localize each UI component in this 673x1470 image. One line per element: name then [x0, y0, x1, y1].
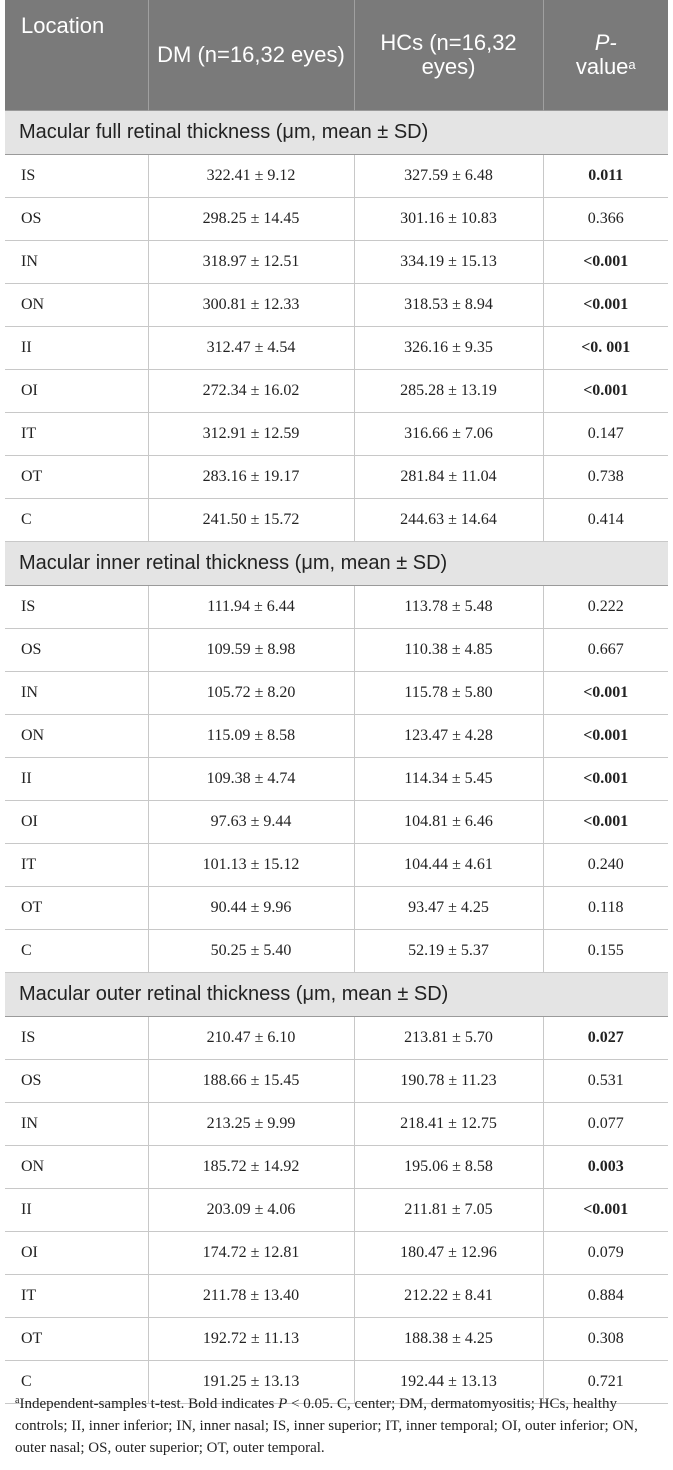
cell-hc-value: 195.06 ± 8.58 — [354, 1146, 543, 1189]
header-pvalue-rest: value — [575, 54, 629, 79]
cell-p-value: 0.531 — [543, 1060, 668, 1103]
cell-hc-value: 212.22 ± 8.41 — [354, 1275, 543, 1318]
section-header-row — [5, 973, 668, 1017]
retinal-thickness-table — [5, 0, 668, 1404]
table-container — [5, 0, 668, 1404]
table-row — [5, 284, 668, 327]
table-row — [5, 715, 668, 758]
cell-p-value: <0.001 — [543, 284, 668, 327]
footnote-text-1: Independent-samples t-test. Bold indicates — [19, 1396, 279, 1412]
cell-hc-value: 180.47 ± 12.96 — [354, 1232, 543, 1275]
cell-dm-value: 312.47 ± 4.54 — [148, 327, 354, 370]
cell-hc-value: 334.19 ± 15.13 — [354, 241, 543, 284]
cell-dm-value: 101.13 ± 15.12 — [148, 844, 354, 887]
cell-dm-value: 312.91 ± 12.59 — [148, 413, 354, 456]
cell-dm-value: 185.72 ± 14.92 — [148, 1146, 354, 1189]
table-header-row — [5, 0, 668, 111]
cell-p-value: 0.118 — [543, 887, 668, 930]
cell-p-value: 0.079 — [543, 1232, 668, 1275]
cell-location: OS — [5, 198, 148, 241]
cell-hc-value: 104.44 ± 4.61 — [354, 844, 543, 887]
cell-hc-value: 123.47 ± 4.28 — [354, 715, 543, 758]
table-row — [5, 1189, 668, 1232]
cell-hc-value: 211.81 ± 7.05 — [354, 1189, 543, 1232]
cell-location: IT — [5, 413, 148, 456]
cell-dm-value: 210.47 ± 6.10 — [148, 1017, 354, 1060]
table-row — [5, 1103, 668, 1146]
cell-hc-value: 52.19 ± 5.37 — [354, 930, 543, 973]
cell-dm-value: 111.94 ± 6.44 — [148, 586, 354, 629]
cell-dm-value: 298.25 ± 14.45 — [148, 198, 354, 241]
table-row — [5, 672, 668, 715]
cell-p-value: <0.001 — [543, 758, 668, 801]
table-row — [5, 758, 668, 801]
cell-hc-value: 113.78 ± 5.48 — [354, 586, 543, 629]
cell-location: OT — [5, 1318, 148, 1361]
table-row — [5, 456, 668, 499]
table-row — [5, 629, 668, 672]
cell-location: ON — [5, 715, 148, 758]
cell-hc-value: 326.16 ± 9.35 — [354, 327, 543, 370]
cell-location: OI — [5, 370, 148, 413]
section-header-row — [5, 542, 668, 586]
cell-p-value: 0.308 — [543, 1318, 668, 1361]
cell-location: IN — [5, 1103, 148, 1146]
cell-dm-value: 105.72 ± 8.20 — [148, 672, 354, 715]
cell-p-value: 0.155 — [543, 930, 668, 973]
cell-dm-value: 213.25 ± 9.99 — [148, 1103, 354, 1146]
cell-hc-value: 327.59 ± 6.48 — [354, 155, 543, 198]
cell-dm-value: 211.78 ± 13.40 — [148, 1275, 354, 1318]
cell-p-value: 0.884 — [543, 1275, 668, 1318]
table-row — [5, 930, 668, 973]
cell-dm-value: 241.50 ± 15.72 — [148, 499, 354, 542]
cell-location: IT — [5, 1275, 148, 1318]
cell-location: II — [5, 327, 148, 370]
cell-location: OS — [5, 629, 148, 672]
cell-hc-value: 115.78 ± 5.80 — [354, 672, 543, 715]
cell-p-value: 0.667 — [543, 629, 668, 672]
footnote-text-2: < 0.05. C, center; DM, dermatomyositis; HCs, healthy controls; II, inner inferior; IN, inner nasal; IS, inner superior; IT, inner temporal; OI, outer inferior; ON, outer nasal; OS, outer superior; OT, outer temporal. — [15, 1396, 638, 1456]
cell-dm-value: 191.25 ± 13.13 — [148, 1361, 354, 1404]
table-row — [5, 1146, 668, 1189]
header-pvalue-italic: P- — [594, 30, 617, 55]
cell-hc-value: 188.38 ± 4.25 — [354, 1318, 543, 1361]
cell-dm-value: 318.97 ± 12.51 — [148, 241, 354, 284]
cell-location: OT — [5, 456, 148, 499]
cell-p-value: 0.414 — [543, 499, 668, 542]
cell-p-value: 0.240 — [543, 844, 668, 887]
cell-p-value: <0.001 — [543, 672, 668, 715]
cell-p-value: <0.001 — [543, 241, 668, 284]
cell-dm-value: 115.09 ± 8.58 — [148, 715, 354, 758]
table-row — [5, 241, 668, 284]
cell-dm-value: 322.41 ± 9.12 — [148, 155, 354, 198]
cell-location: C — [5, 1361, 148, 1404]
cell-dm-value: 90.44 ± 9.96 — [148, 887, 354, 930]
cell-location: OI — [5, 801, 148, 844]
table-row — [5, 155, 668, 198]
cell-location: C — [5, 499, 148, 542]
cell-location: ON — [5, 284, 148, 327]
table-row — [5, 198, 668, 241]
header-hcs: HCs (n=16,32 eyes) — [354, 0, 543, 111]
cell-dm-value: 272.34 ± 16.02 — [148, 370, 354, 413]
header-pvalue-sup: a — [628, 57, 636, 72]
cell-dm-value: 283.16 ± 19.17 — [148, 456, 354, 499]
cell-p-value: 0.077 — [543, 1103, 668, 1146]
cell-location: II — [5, 758, 148, 801]
table-row — [5, 1232, 668, 1275]
cell-location: II — [5, 1189, 148, 1232]
cell-p-value: <0. 001 — [543, 327, 668, 370]
table-row — [5, 586, 668, 629]
header-pvalue — [543, 0, 668, 111]
table-row — [5, 1318, 668, 1361]
cell-hc-value: 192.44 ± 13.13 — [354, 1361, 543, 1404]
table-row — [5, 370, 668, 413]
cell-location: IN — [5, 672, 148, 715]
table-row — [5, 413, 668, 456]
cell-hc-value: 213.81 ± 5.70 — [354, 1017, 543, 1060]
table-row — [5, 1060, 668, 1103]
cell-location: OS — [5, 1060, 148, 1103]
cell-p-value: 0.366 — [543, 198, 668, 241]
cell-p-value: 0.027 — [543, 1017, 668, 1060]
cell-dm-value: 109.38 ± 4.74 — [148, 758, 354, 801]
cell-dm-value: 203.09 ± 4.06 — [148, 1189, 354, 1232]
footnote-marker: a — [15, 1395, 20, 1406]
cell-dm-value: 174.72 ± 12.81 — [148, 1232, 354, 1275]
header-dm: DM (n=16,32 eyes) — [148, 0, 354, 111]
cell-location: ON — [5, 1146, 148, 1189]
cell-location: IS — [5, 155, 148, 198]
table-row — [5, 1017, 668, 1060]
cell-p-value: <0.001 — [543, 715, 668, 758]
cell-location: OT — [5, 887, 148, 930]
cell-p-value: 0.721 — [543, 1361, 668, 1404]
cell-hc-value: 110.38 ± 4.85 — [354, 629, 543, 672]
cell-hc-value: 114.34 ± 5.45 — [354, 758, 543, 801]
cell-hc-value: 190.78 ± 11.23 — [354, 1060, 543, 1103]
table-row — [5, 801, 668, 844]
cell-hc-value: 316.66 ± 7.06 — [354, 413, 543, 456]
cell-location: OI — [5, 1232, 148, 1275]
cell-location: IS — [5, 1017, 148, 1060]
cell-location: IS — [5, 586, 148, 629]
table-row — [5, 499, 668, 542]
cell-p-value: <0.001 — [543, 370, 668, 413]
cell-dm-value: 192.72 ± 11.13 — [148, 1318, 354, 1361]
footnote-p-italic: P — [278, 1396, 288, 1412]
cell-hc-value: 218.41 ± 12.75 — [354, 1103, 543, 1146]
cell-hc-value: 301.16 ± 10.83 — [354, 198, 543, 241]
cell-hc-value: 285.28 ± 13.19 — [354, 370, 543, 413]
cell-p-value: 0.011 — [543, 155, 668, 198]
cell-dm-value: 109.59 ± 8.98 — [148, 629, 354, 672]
table-row — [5, 844, 668, 887]
cell-p-value: 0.147 — [543, 413, 668, 456]
table-row — [5, 327, 668, 370]
cell-dm-value: 97.63 ± 9.44 — [148, 801, 354, 844]
cell-dm-value: 50.25 ± 5.40 — [148, 930, 354, 973]
cell-p-value: <0.001 — [543, 801, 668, 844]
section-title: Macular outer retinal thickness (μm, mean ± SD) — [5, 973, 668, 1017]
table-row — [5, 1275, 668, 1318]
table-body — [5, 111, 668, 1404]
cell-p-value: <0.001 — [543, 1189, 668, 1232]
cell-dm-value: 300.81 ± 12.33 — [148, 284, 354, 327]
cell-location: IT — [5, 844, 148, 887]
cell-p-value: 0.738 — [543, 456, 668, 499]
cell-hc-value: 318.53 ± 8.94 — [354, 284, 543, 327]
cell-p-value: 0.222 — [543, 586, 668, 629]
table-footnote — [15, 1393, 663, 1459]
section-title: Macular full retinal thickness (μm, mean ± SD) — [5, 111, 668, 155]
cell-dm-value: 188.66 ± 15.45 — [148, 1060, 354, 1103]
table-row — [5, 887, 668, 930]
header-location: Location — [5, 0, 148, 111]
cell-hc-value: 281.84 ± 11.04 — [354, 456, 543, 499]
section-header-row — [5, 111, 668, 155]
cell-hc-value: 244.63 ± 14.64 — [354, 499, 543, 542]
cell-hc-value: 104.81 ± 6.46 — [354, 801, 543, 844]
section-title: Macular inner retinal thickness (μm, mean ± SD) — [5, 542, 668, 586]
cell-location: C — [5, 930, 148, 973]
cell-hc-value: 93.47 ± 4.25 — [354, 887, 543, 930]
cell-location: IN — [5, 241, 148, 284]
cell-p-value: 0.003 — [543, 1146, 668, 1189]
